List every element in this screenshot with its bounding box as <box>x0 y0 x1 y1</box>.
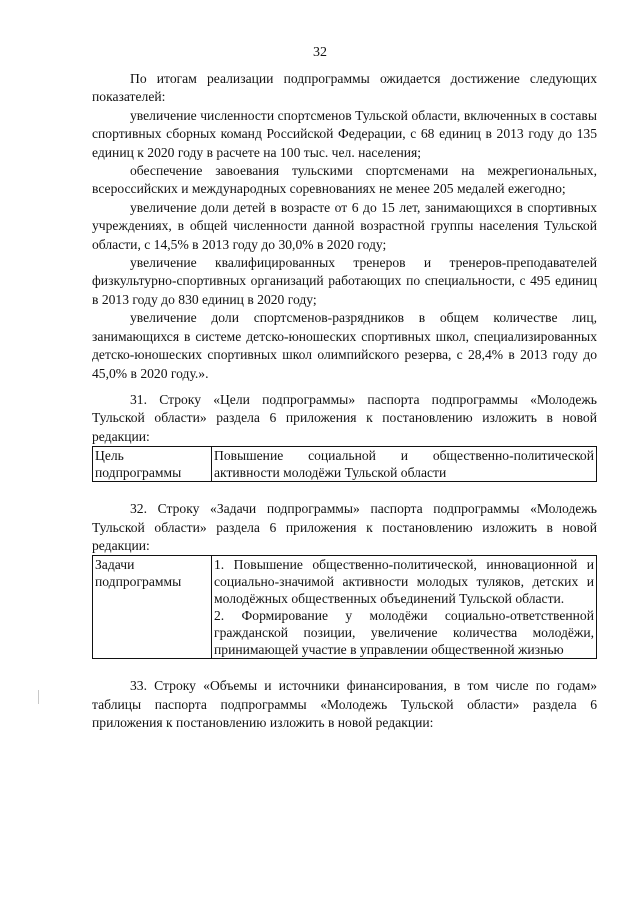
paragraph-item-33: 33. Строку «Объемы и источники финансирования, в том числе по годам» таблицы паспорта подпрограммы «Молодежь Тульской области» раздела 6 приложения к постановлению изложить в новой редакции: <box>92 678 597 731</box>
paragraph-indicator-3: увеличение доли детей в возрасте от 6 до 15 лет, занимающихся в спортивных учреждениях, в общей численности данной возрастной группы населения Тульской области, с 14,5% в 2013 году до 30,0% в 2020 году; <box>92 199 597 252</box>
table-tasks <box>92 555 597 659</box>
paragraph-indicator-1: увеличение численности спортсменов Тульской области, включенных в составы спортивных сборных команд Российской Федерации, с 68 единиц в 2013 году до 135 единиц к 2020 году в расчете на 100 тыс. чел. населения; <box>92 107 597 160</box>
task-item-2: 2. Формирование у молодёжи социально-ответственной гражданской позиции, увеличение количества молодёжи, принимающей участие в управлении общественной жизнью <box>214 608 594 658</box>
document-body <box>92 70 597 733</box>
table-cell-label: Цель подпрограммы <box>93 447 212 482</box>
table-row <box>93 556 597 659</box>
scan-margin-mark <box>38 690 39 704</box>
table-goals <box>92 446 597 482</box>
paragraph-item-31: 31. Строку «Цели подпрограммы» паспорта подпрограммы «Молодежь Тульской области» раздела 6 приложения к постановлению изложить в новой редакции: <box>92 391 597 444</box>
paragraph-indicator-2: обеспечение завоевания тульскими спортсменами на межрегиональных, всероссийских и международных соревнованиях не менее 205 медалей ежегодно; <box>92 163 597 197</box>
paragraph-intro: По итогам реализации подпрограммы ожидается достижение следующих показателей: <box>92 71 597 105</box>
paragraph-indicator-4: увеличение квалифицированных тренеров и тренеров-преподавателей физкультурно-спортивных организаций работающих по специальности, с 495 единиц в 2013 году до 830 единиц в 2020 году; <box>92 255 597 307</box>
table-cell-label: Задачи подпрограммы <box>93 556 212 659</box>
table-row <box>93 447 597 482</box>
table-cell-value: Повышение социальной и общественно-политической активности молодёжи Тульской области <box>212 447 597 482</box>
paragraph-item-32: 32. Строку «Задачи подпрограммы» паспорта подпрограммы «Молодежь Тульской области» раздела 6 приложения к постановлению изложить в новой редакции: <box>92 501 597 553</box>
paragraph-indicator-5: увеличение доли спортсменов-разрядников в общем количестве лиц, занимающихся в системе детско-юношеских спортивных школ, специализированных детско-юношеских спортивных школ олимпийского резерва, с 28,4% в 2013 году до 45,0% в 2020 году.». <box>92 310 597 381</box>
task-item-1: 1. Повышение общественно-политической, инновационной и социально-значимой активности молодых туляков, детских и молодёжных общественных объединений Тульской области. <box>214 557 594 607</box>
table-cell-value <box>212 556 597 659</box>
page-number: 32 <box>313 45 327 60</box>
